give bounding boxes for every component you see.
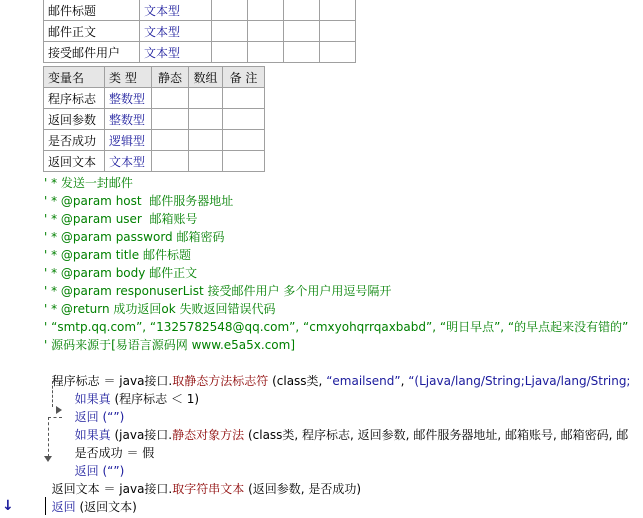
code-line[interactable] [44, 462, 362, 496]
code-token: 取字符串文本 [172, 482, 245, 496]
param-flag-cell[interactable] [248, 42, 284, 63]
code-token: java接口. [119, 374, 173, 388]
var-static-cell[interactable] [152, 109, 189, 130]
param-flag-cell[interactable] [284, 42, 320, 63]
code-token: , [400, 374, 409, 388]
column-header: 静态 [152, 67, 189, 88]
comment-line[interactable]: ' * @param host 邮件服务器地址 [44, 194, 234, 208]
param-flag-cell[interactable] [212, 0, 248, 21]
comment-line[interactable]: ' * @param user 邮箱账号 [44, 212, 198, 226]
code-token: “emailsend” [326, 374, 401, 388]
code-token: 返回文本 ＝ [51, 482, 120, 496]
table-header-row [44, 67, 265, 88]
comment-line[interactable]: ' “smtp.qq.com”, “1325782548@qq.com”, “cmxyohqrrqaxbabd”, “明日早点”, “的早点起来没有错的” [44, 320, 629, 334]
variable-table [43, 66, 265, 172]
code-token: 如果真 [74, 428, 111, 442]
var-name-cell[interactable]: 返回参数 [44, 109, 105, 130]
code-token: java接口. [119, 482, 173, 496]
code-token: 返回 [74, 410, 99, 424]
code-line[interactable] [67, 372, 200, 406]
var-array-cell[interactable] [189, 151, 223, 172]
var-static-cell[interactable] [152, 88, 189, 109]
code-token: (java接口. [110, 428, 173, 442]
comment-line[interactable]: ' * @param responuserList 接受邮件用户 多个用户用逗号隔开 [44, 284, 392, 298]
var-type-cell[interactable]: 整数型 [105, 109, 152, 130]
param-flag-cell[interactable] [320, 21, 356, 42]
table-row [44, 88, 265, 109]
param-flag-cell[interactable] [284, 0, 320, 21]
param-name-cell[interactable]: 邮件标题 [44, 0, 140, 21]
code-token: 是否成功 ＝ 假 [74, 446, 155, 460]
code-token: (class类, [268, 374, 327, 388]
var-type-cell[interactable]: 逻辑型 [105, 130, 152, 151]
text-caret [45, 497, 46, 515]
param-table [43, 0, 356, 63]
var-static-cell[interactable] [152, 151, 189, 172]
flow-arrow-icon [56, 406, 62, 414]
var-name-cell[interactable]: 返回文本 [44, 151, 105, 172]
code-token: 程序标志 ＝ [51, 374, 120, 388]
code-token: (程序标志 ＜ 1) [110, 392, 200, 406]
var-array-cell[interactable] [189, 88, 223, 109]
code-token: 返回 [51, 500, 76, 514]
code-line[interactable] [44, 354, 631, 388]
var-static-cell[interactable] [152, 130, 189, 151]
code-token: 返回 [74, 464, 99, 478]
var-note-cell[interactable] [223, 109, 265, 130]
param-type-cell[interactable]: 文本型 [140, 42, 212, 63]
var-array-cell[interactable] [189, 130, 223, 151]
param-flag-cell[interactable] [212, 42, 248, 63]
var-note-cell[interactable] [223, 88, 265, 109]
table-row [44, 0, 356, 21]
table-row [44, 130, 265, 151]
code-line[interactable] [67, 390, 125, 424]
comment-line[interactable]: ' * @param title 邮件标题 [44, 248, 191, 262]
code-line[interactable] [67, 426, 155, 460]
param-flag-cell[interactable] [248, 21, 284, 42]
param-flag-cell[interactable] [320, 0, 356, 21]
column-header: 备 注 [223, 67, 265, 88]
column-header: 变量名 [44, 67, 105, 88]
param-flag-cell[interactable] [284, 21, 320, 42]
code-token: (“”) [98, 464, 125, 478]
comment-line[interactable]: ' * 发送一封邮件 [44, 176, 133, 190]
code-line[interactable] [67, 444, 125, 478]
comment-line[interactable]: ' * @return 成功返回ok 失败返回错误代码 [44, 302, 276, 316]
code-token: (class类, 程序标志, 返回参数, 邮件服务器地址, 邮箱账号, 邮箱密码, 邮 [244, 428, 629, 442]
code-token: (返回文本) [75, 500, 137, 514]
down-arrow-icon[interactable]: ↓ [2, 498, 14, 514]
comment-line[interactable]: ' * @param body 邮件正文 [44, 266, 198, 280]
var-name-cell[interactable]: 程序标志 [44, 88, 105, 109]
code-line[interactable] [44, 480, 137, 514]
param-flag-cell[interactable] [212, 21, 248, 42]
column-header: 数组 [189, 67, 223, 88]
comment-line[interactable]: ' * @param password 邮箱密码 [44, 230, 225, 244]
param-type-cell[interactable]: 文本型 [140, 21, 212, 42]
param-flag-cell[interactable] [248, 0, 284, 21]
param-name-cell[interactable]: 接受邮件用户 [44, 42, 140, 63]
flow-line [52, 381, 53, 407]
var-type-cell[interactable]: 文本型 [105, 151, 152, 172]
code-token: (返回参数, 是否成功) [244, 482, 362, 496]
table-row [44, 42, 356, 63]
var-note-cell[interactable] [223, 151, 265, 172]
code-token: “(Ljava/lang/String;Ljava/lang/String; [408, 374, 631, 388]
param-name-cell[interactable]: 邮件正文 [44, 21, 140, 42]
param-flag-cell[interactable] [320, 42, 356, 63]
table-row [44, 109, 265, 130]
var-array-cell[interactable] [189, 109, 223, 130]
table-row [44, 151, 265, 172]
code-token: (“”) [98, 410, 125, 424]
table-row [44, 21, 356, 42]
var-name-cell[interactable]: 是否成功 [44, 130, 105, 151]
flow-line [48, 417, 49, 457]
code-token: 如果真 [74, 392, 111, 406]
code-line[interactable] [67, 408, 629, 442]
param-type-cell[interactable]: 文本型 [140, 0, 212, 21]
flow-arrow-icon [44, 456, 52, 462]
column-header: 类 型 [105, 67, 152, 88]
flow-line [52, 381, 62, 382]
code-token: 取静态方法标志符 [172, 374, 269, 388]
var-note-cell[interactable] [223, 130, 265, 151]
var-type-cell[interactable]: 整数型 [105, 88, 152, 109]
comment-line[interactable]: ' 源码来源于[易语言源码网 www.e5a5x.com] [44, 338, 295, 352]
code-token: 静态对象方法 [172, 428, 245, 442]
flow-line [48, 417, 62, 418]
